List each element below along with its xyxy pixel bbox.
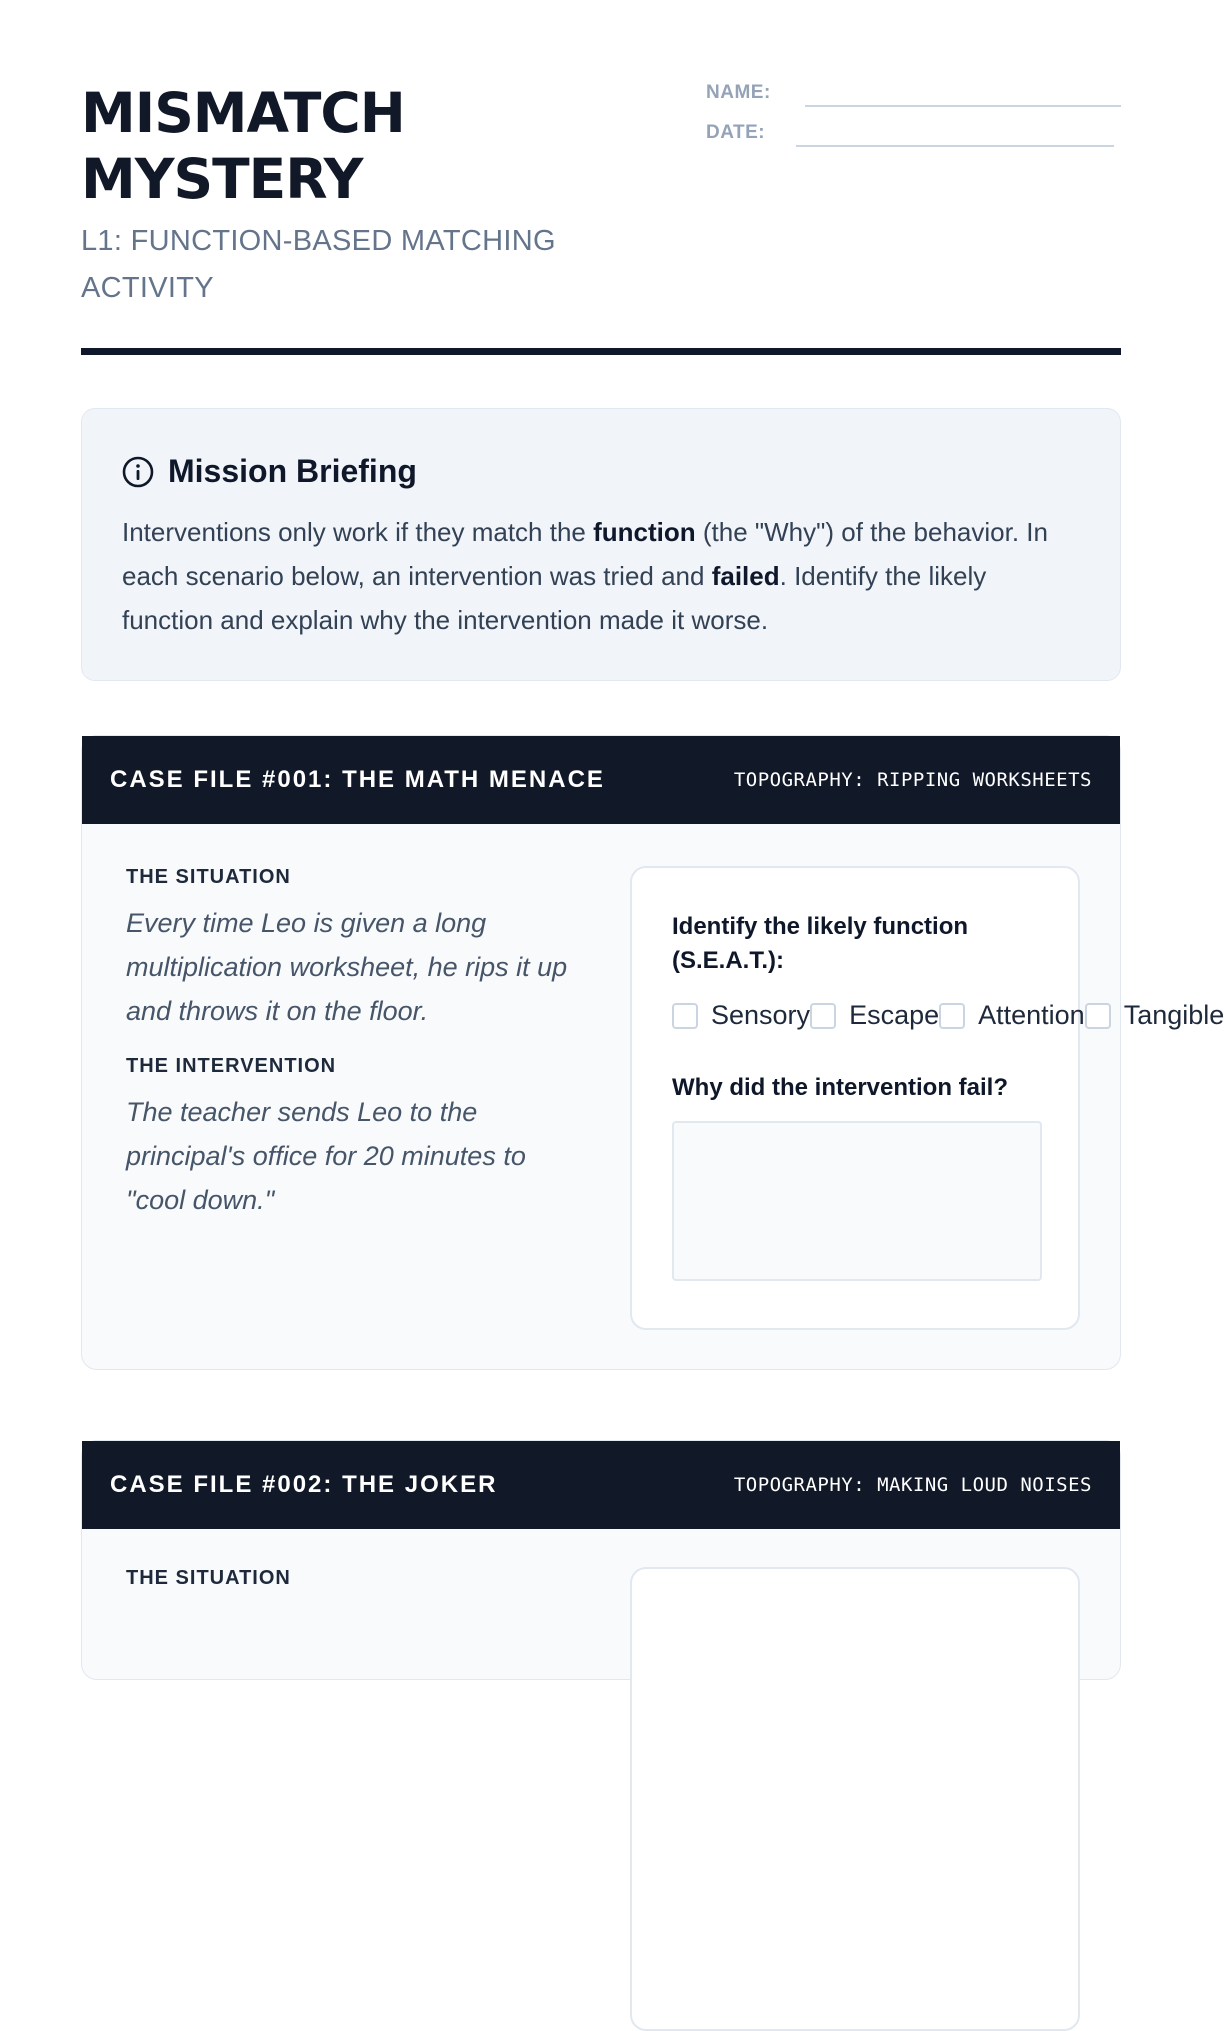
situation-label: THE SITUATION [126,1567,291,1589]
page-subtitle: L1: FUNCTION-BASED MATCHING ACTIVITY [81,225,556,304]
title-line-2: MYSTERY [81,147,363,211]
page-title [81,80,601,212]
worksheet-header [81,80,1121,356]
case-file-topography: TOPOGRAPHY: RIPPING WORKSHEETS [733,769,1092,791]
function-question: Identify the likely function (S.E.A.T.): [672,913,969,974]
briefing-text-part: (the "Why") of the behavior. In each scenario below, an intervention was tried and [122,517,1048,591]
case-file-title: CASE FILE #002: THE JOKER [110,1471,498,1498]
option-tangible[interactable] [1085,1000,1224,1031]
header-divider [81,348,1121,355]
date-field[interactable] [796,145,1114,147]
option-escape[interactable] [810,1000,939,1031]
sensory-checkbox[interactable] [672,1003,698,1029]
briefing-emphasis-failed: failed [711,561,780,591]
briefing-heading [122,453,1080,490]
tangible-checkbox[interactable] [1085,1003,1111,1029]
attention-checkbox[interactable] [939,1003,965,1029]
situation-text: Every time Leo is given a long multiplication worksheet, he rips it up and throws it on the floor. [126,908,568,1026]
escape-checkbox[interactable] [810,1003,836,1029]
student-info [706,80,1121,160]
case-file-2 [81,1440,1121,1680]
fail-answer-field[interactable] [672,1121,1042,1281]
name-label: NAME: [706,82,771,103]
name-row [706,80,1121,120]
case-details [126,1567,576,1590]
answer-card [630,1567,1080,2031]
case-file-header [82,1441,1120,1529]
briefing-title: Mission Briefing [168,453,417,489]
option-sensory[interactable] [672,1000,810,1031]
case-file-header [82,736,1120,824]
situation-label: THE SITUATION [126,866,291,888]
info-icon [122,456,154,488]
case-file-title: CASE FILE #001: THE MATH MENACE [110,766,605,793]
option-label: Tangible [1123,1000,1224,1030]
option-attention[interactable] [939,1000,1085,1031]
name-field[interactable] [805,105,1121,107]
function-options [672,1000,1224,1031]
case-details [126,866,576,1222]
mission-briefing [81,408,1121,681]
case-file-1 [81,735,1224,1370]
briefing-text-part: Interventions only work if they match the [122,517,594,547]
option-label: Sensory [711,1000,811,1030]
briefing-emphasis-function: function [593,517,696,547]
intervention-text: The teacher sends Leo to the principal's office for 20 minutes to "cool down." [126,1097,526,1215]
fail-question: Why did the intervention fail? [672,1074,1008,1101]
briefing-text [122,510,1082,642]
intervention-label: THE INTERVENTION [126,1055,337,1077]
option-label: Escape [849,1000,940,1030]
case-file-topography: TOPOGRAPHY: MAKING LOUD NOISES [733,1474,1092,1496]
option-label: Attention [978,1000,1085,1030]
title-line-1: MISMATCH [81,81,405,145]
answer-card [630,866,1224,1330]
briefing-text-part: . Identify the likely function and explain why the intervention made it worse. [122,561,987,635]
date-row [706,120,1121,160]
date-label: DATE: [706,122,766,143]
